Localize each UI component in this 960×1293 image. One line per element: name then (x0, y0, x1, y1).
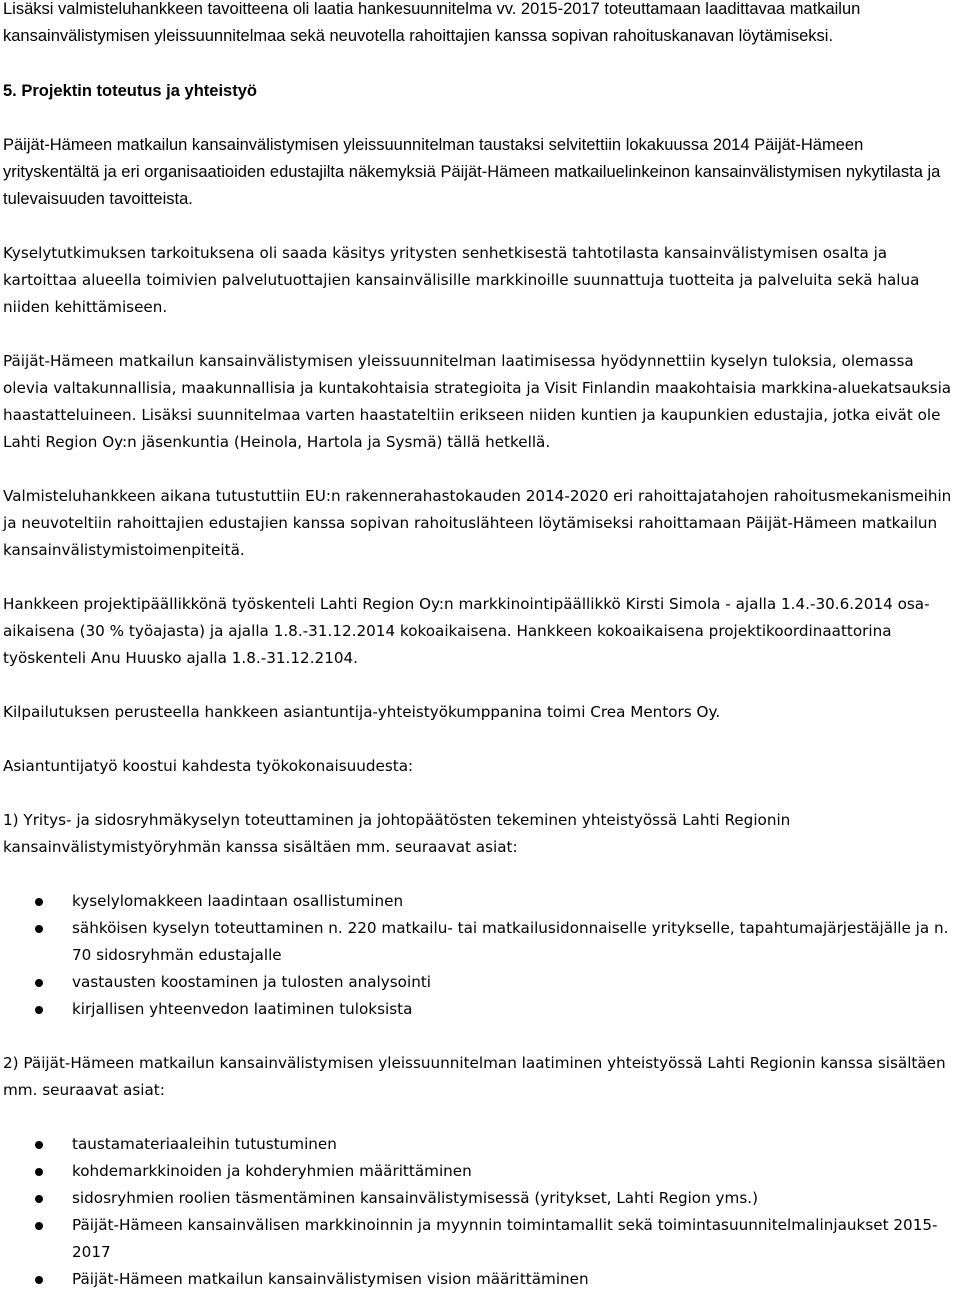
paragraph-project-staff: Hankkeen projektipäällikkönä työskenteli Lahti Region Oy:n markkinointipäällikkö Kirsti Simola - ajalla 1.4.-30.6.2014 osa-aikaisena (30 % työajasta) ja ajalla 1.8.-31.12.2014 kokoaikaisena. Hankkeen kokoaikaisena projektikoordinaattorina työskenteli Anu Huusko ajalla 1.8.-31.12.2104. (3, 595, 930, 667)
paragraph-survey-background: Päijät-Hämeen matkailun kansainvälistymisen yleissuunnitelman taustaksi selvitettiin lokakuussa 2014 Päijät-Hämeen yrityskentältä ja eri organisaatioiden edustajilta näkemyksiä Päijät-Hämeen matkailuelinkeinon kansainvälistymisen nykytilasta ja tulevaisuuden tavoitteista. (3, 136, 941, 208)
work-package-1-intro: 1) Yritys- ja sidosryhmäkyselyn toteuttaminen ja johtopäätösten tekeminen yhteistyössä Lahti Regionin kansainvälistymistyöryhmän kanssa sisältäen mm. seuraavat asiat: (3, 811, 791, 856)
list-item: sidosryhmien roolien täsmentäminen kansainvälistymisessä (yritykset, Lahti Region yms.) (3, 1185, 957, 1212)
work-package-2-list (3, 1131, 957, 1293)
bullet-icon (35, 1006, 43, 1014)
paragraph-funding: Valmisteluhankkeen aikana tutustuttiin EU:n rakennerahastokauden 2014-2020 eri rahoittajatahojen rahoitusmekanismeihin ja neuvoteltiin rahoittajien edustajien kanssa sopivan rahoituslähteen löytämiseksi rahoittamaan Päijät-Hämeen matkailun kansainvälistymistoimenpiteitä. (3, 487, 952, 559)
paragraph-expert-partner: Kilpailutuksen perusteella hankkeen asiantuntija-yhteistyökumppanina toimi Crea Mentors Oy. (3, 703, 721, 721)
bullet-icon (35, 979, 43, 987)
paragraph-expert-work: Asiantuntijatyö koostui kahdesta työkokonaisuudesta: (3, 757, 414, 775)
document-page (3, 0, 957, 1293)
work-package-2-intro: 2) Päijät-Hämeen matkailun kansainvälistymisen yleissuunnitelman laatiminen yhteistyössä Lahti Regionin kanssa sisältäen mm. seuraavat asiat: (3, 1054, 946, 1099)
bullet-icon (35, 925, 43, 933)
list-item: kohdemarkkinoiden ja kohderyhmien määrittäminen (3, 1158, 957, 1185)
list-item: Päijät-Hämeen kansainvälisen markkinoinnin ja myynnin toimintamallit sekä toimintasuunnitelmalinjaukset 2015-2017 (3, 1212, 957, 1266)
bullet-icon (35, 1141, 43, 1149)
bullet-icon (35, 1222, 43, 1230)
work-package-1-list (3, 888, 957, 1023)
list-item: kirjallisen yhteenvedon laatiminen tuloksista (3, 996, 957, 1023)
list-item: sähköisen kyselyn toteuttaminen n. 220 matkailu- tai matkailusidonnaiselle yritykselle, tapahtumajärjestäjälle ja n. 70 sidosryhmän edustajalle (3, 915, 957, 969)
bullet-icon (35, 898, 43, 906)
bullet-icon (35, 1195, 43, 1203)
paragraph-survey-purpose: Kyselytutkimuksen tarkoituksena oli saada käsitys yritysten senhetkisestä tahtotilasta kansainvälistymisen osalta ja kartoittaa alueella toimivien palvelutuottajien kansainvälisille markkinoille suunnattuja tuotteita ja palveluita sekä halua niiden kehittämiseen. (3, 244, 920, 316)
bullet-icon (35, 1276, 43, 1284)
list-item: kyselylomakkeen laadintaan osallistuminen (3, 888, 957, 915)
list-item: vastausten koostaminen ja tulosten analysointi (3, 969, 957, 996)
paragraph-plan-sources: Päijät-Hämeen matkailun kansainvälistymisen yleissuunnitelman laatimisessa hyödynnettiin kyselyn tuloksia, olemassa olevia valtakunnallisia, maakunnallisia ja kuntakohtaisia strategioita ja Visit Finlandin maakohtaisia markkina-aluekatsauksia haastatteluineen. Lisäksi suunnitelmaa varten haastateltiin erikseen niiden kuntien ja kaupunkien edustajia, jotka eivät ole Lahti Region Oy:n jäsenkuntia (Heinola, Hartola ja Sysmä) tällä hetkellä. (3, 352, 952, 451)
list-item: Päijät-Hämeen matkailun kansainvälistymisen vision määrittäminen (3, 1266, 957, 1293)
bullet-icon (35, 1168, 43, 1176)
list-item: taustamateriaaleihin tutustuminen (3, 1131, 957, 1158)
section-heading: 5. Projektin toteutus ja yhteistyö (3, 82, 257, 100)
intro-paragraph: Lisäksi valmisteluhankkeen tavoitteena oli laatia hankesuunnitelma vv. 2015-2017 toteuttamaan laadittavaa matkailun kansainvälistymisen yleissuunnitelmaa sekä neuvotella rahoittajien kanssa sopivan rahoituskanavan löytämiseksi. (3, 0, 861, 45)
